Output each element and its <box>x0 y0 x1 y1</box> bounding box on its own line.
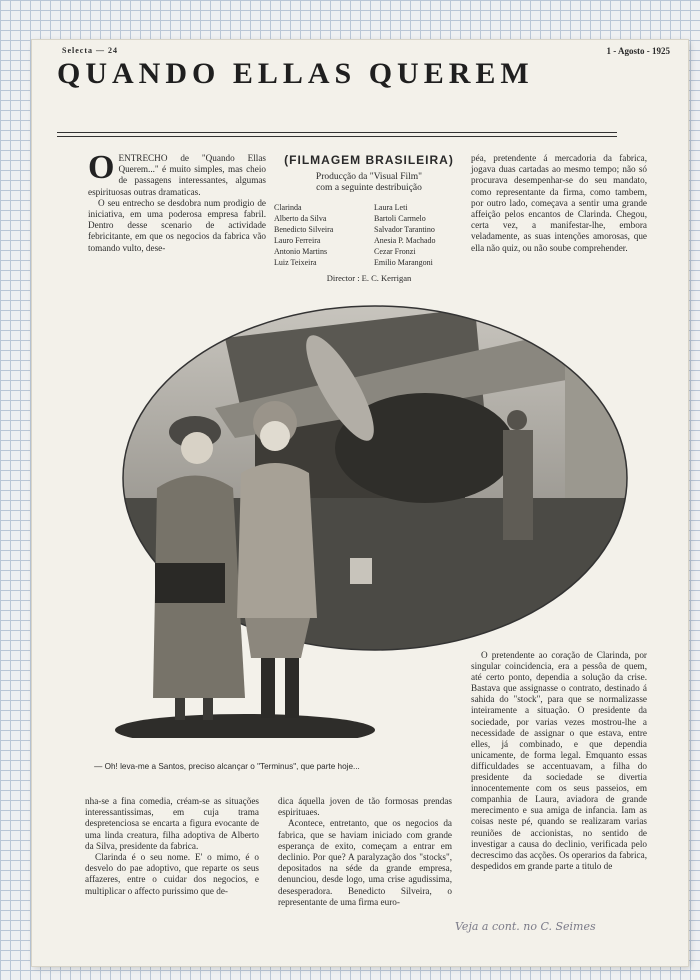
cast-role: Benedicto Silveira <box>274 225 334 234</box>
cast-role: Alberto da Silva <box>274 214 327 223</box>
intro-paragraph: O seu entrecho se desdobra num prodigio de iniciativa, em uma poderosa empresa fabril. Dentro desse scenario de actividade febricitante, em que os negocios da fabrica vão tomando vulto, dese- <box>88 197 266 253</box>
handwritten-note: Veja a cont. no C. Seimes <box>455 920 596 933</box>
cast-actor: Anesia P. Machado <box>374 236 436 245</box>
bottom-mid-paragraph: Acontece, entretanto, que os negocios da fabrica, que se haviam iniciado com grande esperança de exito, começam a entrar em declinio. Por que? A paralyzação dos "stocks", depositados na séde da grande empresa, denunciou, desde logo, uma crise agudissima, desesperadora. Benedicto Silveira, o representante de uma firma euro- <box>278 818 452 907</box>
right-top-column <box>471 153 647 254</box>
director-credit: Director : E. C. Kerrigan <box>326 273 412 283</box>
right-bottom-column <box>471 650 647 872</box>
page-title: QUANDO ELLAS QUEREM <box>57 57 534 90</box>
production-line: com a seguinte destribuição <box>316 183 422 193</box>
cast-actor: Bartoli Carmelo <box>374 214 426 223</box>
right-bottom-paragraph: O pretendente ao coração de Clarinda, por singular coincidencia, era a pessôa de quem, até certo ponto, dependia a solução da crise. Bastava que assignasse o contrato, destinado á sahida do "stock", para que se normalizasse inteiramente a situação. O presidente da sociedade, por varias vezes mostrou-lhe a necessidade de assignar o que estava, entre elles, já combinado, e que dependia unicamente, de forma legal. Emquanto essas difficuldades se accentuavam, a filha do presidente da sociedade se divertia innocentemente com os seus passeios, em companhia de Laura, aviadora de grande merecimento e sua amiga de infancia. Iam as coisas neste pé, quando se realizaram varias reuniões de accionistas, no sentido de investigar a causa do declinio, verificada pelo decrescimo das acções. Os operarios da fabrica, despedidos em grande parte a titulo de <box>471 650 647 871</box>
magazine-header: Selecta — 24 <box>62 46 118 55</box>
cast-actor: Laura Leti <box>374 203 408 212</box>
bottom-mid-paragraph: dica áquella joven de tão formosas prendas espirituaes. <box>278 796 452 818</box>
cast-actor: Salvador Tarantino <box>374 225 435 234</box>
cast-list <box>274 202 464 268</box>
intro-paragraph: ENTRECHO de "Quando Ellas Querem..." é muito simples, mas cheio de passagens interessantes, algumas espirituosas outras dramaticas. <box>88 153 266 197</box>
title-rule <box>57 132 617 133</box>
cast-role: Lauro Ferreira <box>274 236 321 245</box>
bottom-left-paragraph: nha-se a fina comedia, créam-se as situações interessantissimas, em cuja trama despretenciosa se encarta a figura evocante de uma linda creatura, filha adoptiva de Alberto da Silva, presidente da fabrica. <box>85 796 259 851</box>
right-top-paragraph: péa, pretendente á mercadoria da fabrica, jogava duas cartadas ao mesmo tempo; não só procurava desempenhar-se do seu mandato, como representante da firma, como tambem, por outro lado, começava a sentir uma grande affeição pelos encantos de Clarinda. Chegou, certa vez, a manifestar-lhe, embora veladamente, as suas intenções amorosas, que ella não quiz, ou não soube comprehender. <box>471 153 647 253</box>
cast-role: Luiz Teixeira <box>274 258 317 267</box>
bottom-mid-column <box>278 796 452 908</box>
bottom-left-column <box>85 796 259 897</box>
drop-cap: O <box>88 149 115 186</box>
cast-actor: Emilio Marangoni <box>374 258 433 267</box>
cast-role: Antonio Martins <box>274 247 328 256</box>
ground-shadow <box>115 714 375 738</box>
production-line: Producção da "Visual Film" <box>315 172 423 182</box>
title-rule-thin <box>57 136 617 137</box>
cast-actor: Cezar Fronzi <box>374 247 416 256</box>
film-credits-box <box>274 155 464 284</box>
issue-date: 1 - Agosto - 1925 <box>606 46 670 56</box>
cast-role: Clarinda <box>274 203 302 212</box>
intro-column <box>88 149 266 254</box>
photo-caption: — Oh! leva-me a Santos, preciso alcançar o "Terminus", que parte hoje... <box>94 762 360 771</box>
bottom-left-paragraph: Clarinda é o seu nome. E' o mimo, é o desvelo do pae adoptivo, que reparte os seus affazeres, entre o cuidar dos negocios, e multiplicar o affecto purissimo que de- <box>85 852 259 896</box>
film-heading: (FILMAGEM BRASILEIRA) <box>284 153 454 167</box>
